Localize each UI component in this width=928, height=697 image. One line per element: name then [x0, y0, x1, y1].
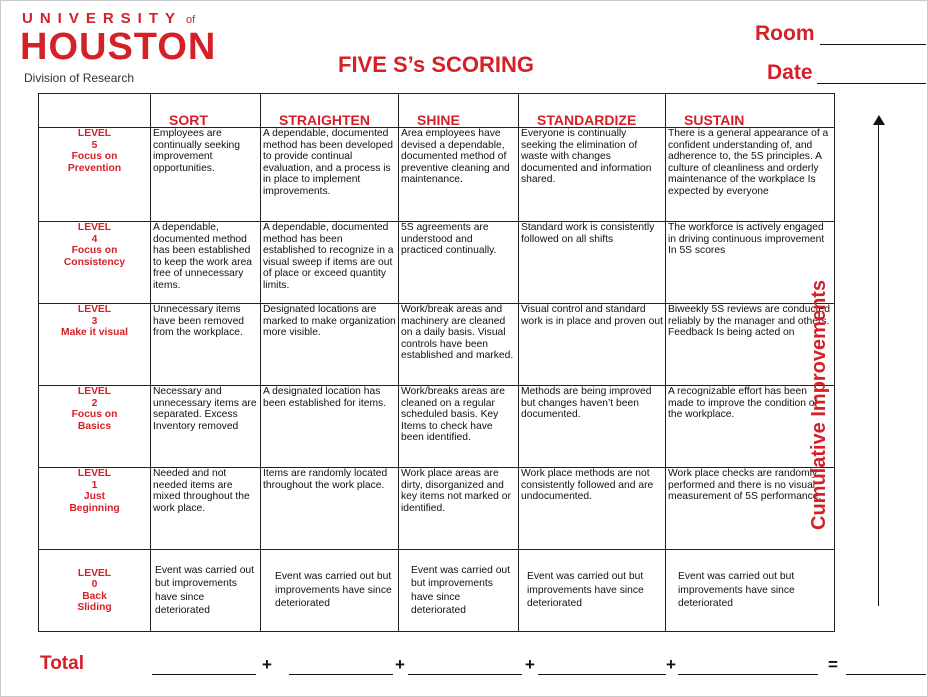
grand-total-field[interactable] — [846, 674, 926, 675]
date-field-line[interactable] — [817, 83, 926, 84]
level-5-shine-cell[interactable]: Area employees have devised a dependable, documented method of preventive cleaning and maintenance. — [399, 128, 519, 222]
level-1-shine-cell[interactable]: Work place areas are dirty, disorganized and key items not marked or identified. — [399, 468, 519, 550]
level-4-shine-cell[interactable]: 5S agreements are understood and practiced continually. — [399, 222, 519, 304]
level-0-sort-cell[interactable]: Event was carried out but improvements have since deteriorated — [151, 550, 261, 632]
level-1-row — [39, 468, 835, 550]
improvement-arrow-line — [878, 124, 879, 606]
level-4-sort-cell[interactable]: A dependable, documented method has been established to keep the work area free of unnecessary items. — [151, 222, 261, 304]
plus-sign: + — [666, 655, 676, 674]
page-title: FIVE S’s SCORING — [338, 52, 535, 77]
level-3-sustain-cell[interactable]: Biweekly 5S reviews are conducted reliably by the manager and others. Feedback Is being acted on — [666, 304, 835, 386]
plus-sign: + — [395, 655, 405, 674]
level-5-row — [39, 128, 835, 222]
cumulative-improvements-label: Cumulative Improvements — [808, 279, 830, 530]
level-label: LEVEL 3 Make it visual — [39, 304, 151, 386]
level-2-sort-cell[interactable]: Necessary and unnecessary items are separated. Excess Inventory removed — [151, 386, 261, 468]
level-4-standardize-cell[interactable]: Standard work is consistently followed on all shifts — [519, 222, 666, 304]
plus-sign: + — [525, 655, 535, 674]
corner-cell — [39, 94, 151, 128]
level-3-straighten-cell[interactable]: Designated locations are marked to make organization more visible. — [261, 304, 399, 386]
level-1-sort-cell[interactable]: Needed and not needed items are mixed throughout the work place. — [151, 468, 261, 550]
level-2-shine-cell[interactable]: Work/breaks areas are cleaned on a regular scheduled basis. Key Items to check have been identified. — [399, 386, 519, 468]
scoring-table — [38, 93, 835, 632]
level-2-standardize-cell[interactable]: Methods are being improved but changes haven’t been documented. — [519, 386, 666, 468]
level-label: LEVEL 5 Focus on Prevention — [39, 128, 151, 222]
level-5-standardize-cell[interactable]: Everyone is continually seeking the elimination of waste with changes documented and information shared. — [519, 128, 666, 222]
column-header-shine: SHINE — [399, 94, 519, 128]
level-2-sustain-cell[interactable]: A recognizable effort has been made to improve the condition of the workplace. — [666, 386, 835, 468]
level-label: LEVEL 2 Focus on Basics — [39, 386, 151, 468]
level-label: LEVEL 1 Just Beginning — [39, 468, 151, 550]
equals-sign: = — [828, 655, 838, 674]
level-1-straighten-cell[interactable]: Items are randomly located throughout the work place. — [261, 468, 399, 550]
header-row — [39, 94, 835, 128]
level-0-standardize-cell[interactable]: Event was carried out but improvements have since deteriorated — [519, 550, 666, 632]
division-label: Division of Research — [24, 71, 135, 85]
sort-total-field[interactable] — [152, 674, 256, 675]
level-label: LEVEL 4 Focus on Consistency — [39, 222, 151, 304]
level-0-shine-cell[interactable]: Event was carried out but improvements have since deteriorated — [399, 550, 519, 632]
level-3-row — [39, 304, 835, 386]
level-1-sustain-cell[interactable]: Work place checks are randomly performed and there is no visual measurement of 5S performance. — [666, 468, 835, 550]
shine-total-field[interactable] — [408, 674, 522, 675]
level-0-straighten-cell[interactable]: Event was carried out but improvements have since deteriorated — [261, 550, 399, 632]
standardize-total-field[interactable] — [538, 674, 666, 675]
level-5-sustain-cell[interactable]: There is a general appearance of a confident understanding of, and adherence to, the 5S principles. A culture of cleanliness and orderly maintenance of the workplace Is expected by everyone — [666, 128, 835, 222]
room-field-line[interactable] — [820, 44, 926, 45]
arrow-up-icon — [873, 115, 885, 125]
sustain-total-field[interactable] — [678, 674, 818, 675]
room-label: Room — [755, 22, 815, 45]
level-5-straighten-cell[interactable]: A dependable, documented method has been developed to provide continual evaluation, and a process is in place to implement improvements. — [261, 128, 399, 222]
level-0-row — [39, 550, 835, 632]
level-3-sort-cell[interactable]: Unnecessary items have been removed from the workplace. — [151, 304, 261, 386]
level-5-sort-cell[interactable]: Employees are continually seeking improvement opportunities. — [151, 128, 261, 222]
level-4-row — [39, 222, 835, 304]
level-1-standardize-cell[interactable]: Work place methods are not consistently followed and are undocumented. — [519, 468, 666, 550]
level-label: LEVEL 0 Back Sliding — [39, 550, 151, 632]
level-2-row — [39, 386, 835, 468]
logo-houston-text: HOUSTON — [20, 26, 217, 68]
column-header-sort: SORT — [151, 94, 261, 128]
level-2-straighten-cell[interactable]: A designated location has been established for items. — [261, 386, 399, 468]
level-3-standardize-cell[interactable]: Visual control and standard work is in place and proven out — [519, 304, 666, 386]
plus-sign: + — [262, 655, 272, 674]
level-4-straighten-cell[interactable]: A dependable, documented method has been established to recognize in a visual sweep if items are out of place or exceed quantity limits. — [261, 222, 399, 304]
logo-university-text: UNIVERSITY of — [22, 10, 196, 27]
straighten-total-field[interactable] — [289, 674, 393, 675]
column-header-straighten: STRAIGHTEN — [261, 94, 399, 128]
total-label: Total — [40, 653, 84, 674]
column-header-standardize: STANDARDIZE — [519, 94, 666, 128]
column-header-sustain: SUSTAIN — [666, 94, 835, 128]
level-0-sustain-cell[interactable]: Event was carried out but improvements have since deteriorated — [666, 550, 835, 632]
level-4-sustain-cell[interactable]: The workforce is actively engaged in driving continuous improvement In 5S scores — [666, 222, 835, 304]
level-3-shine-cell[interactable]: Work/break areas and machinery are cleaned on a daily basis. Visual controls have been established and marked. — [399, 304, 519, 386]
date-label: Date — [767, 61, 813, 84]
